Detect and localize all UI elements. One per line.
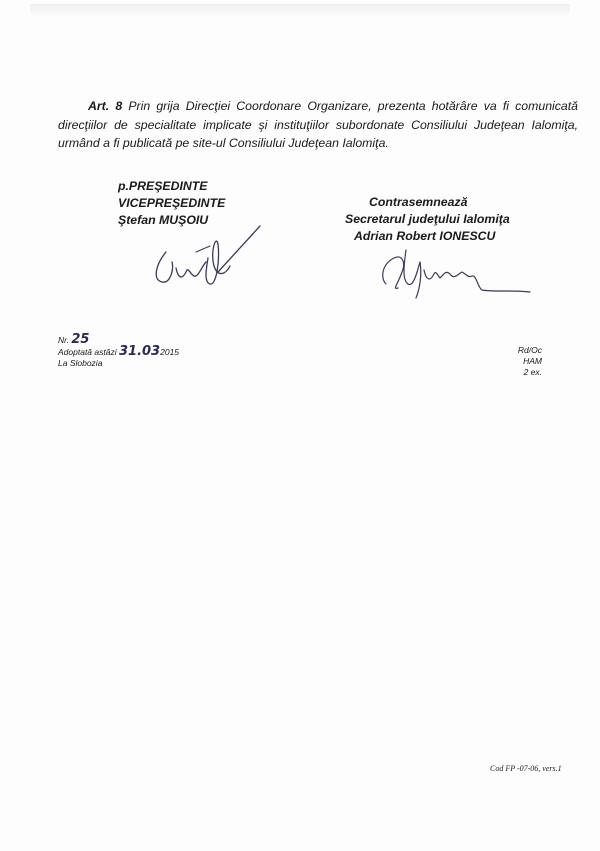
signature-right bbox=[372, 244, 532, 302]
signature-left bbox=[148, 222, 263, 294]
article-number: Art. 8 bbox=[88, 99, 123, 113]
signatory-right-title: Contrasemnează bbox=[369, 195, 468, 209]
initials-line-3: 2 ex. bbox=[523, 367, 542, 377]
initials-line-2: HAM bbox=[523, 356, 542, 366]
signatory-left-name: Ştefan MUŞOIU bbox=[118, 213, 209, 227]
scan-artifact bbox=[30, 4, 570, 18]
article-paragraph bbox=[58, 97, 578, 153]
registration-number: 25 bbox=[71, 332, 90, 347]
adoption-label: Adoptată astăzi bbox=[58, 347, 117, 357]
signatory-right-role: Secretarul judeţului Ialomiţa bbox=[345, 212, 510, 226]
adoption-year: 2015 bbox=[160, 347, 180, 357]
adoption-date: 31.03 bbox=[118, 344, 161, 359]
signatory-right bbox=[345, 194, 510, 245]
article-text: Prin grija Direcţiei Coordonare Organizare, prezenta hotărâre va fi comunicată direcţiilor de specialitate implicate şi instituţiilor subordonate Consiliului Judeţean Ialomiţa, urmând a fi publicată pe site-ul Consiliului Judeţean Ialomiţa. bbox=[58, 99, 579, 150]
signatory-left-role: VICEPREŞEDINTE bbox=[118, 196, 226, 210]
initials-line-1: Rd/Oc bbox=[517, 345, 542, 355]
registration-number-label: Nr. bbox=[58, 335, 70, 345]
registration-block bbox=[58, 334, 179, 369]
signatory-right-name: Adrian Robert IONESCU bbox=[354, 229, 496, 243]
form-code: Cod FP -07-06, vers.1 bbox=[490, 764, 562, 773]
adoption-place: La Slobozia bbox=[58, 358, 103, 368]
adoption-line bbox=[58, 346, 179, 358]
signatory-left-title: p.PREŞEDINTE bbox=[118, 179, 208, 193]
initials-block bbox=[500, 345, 542, 378]
